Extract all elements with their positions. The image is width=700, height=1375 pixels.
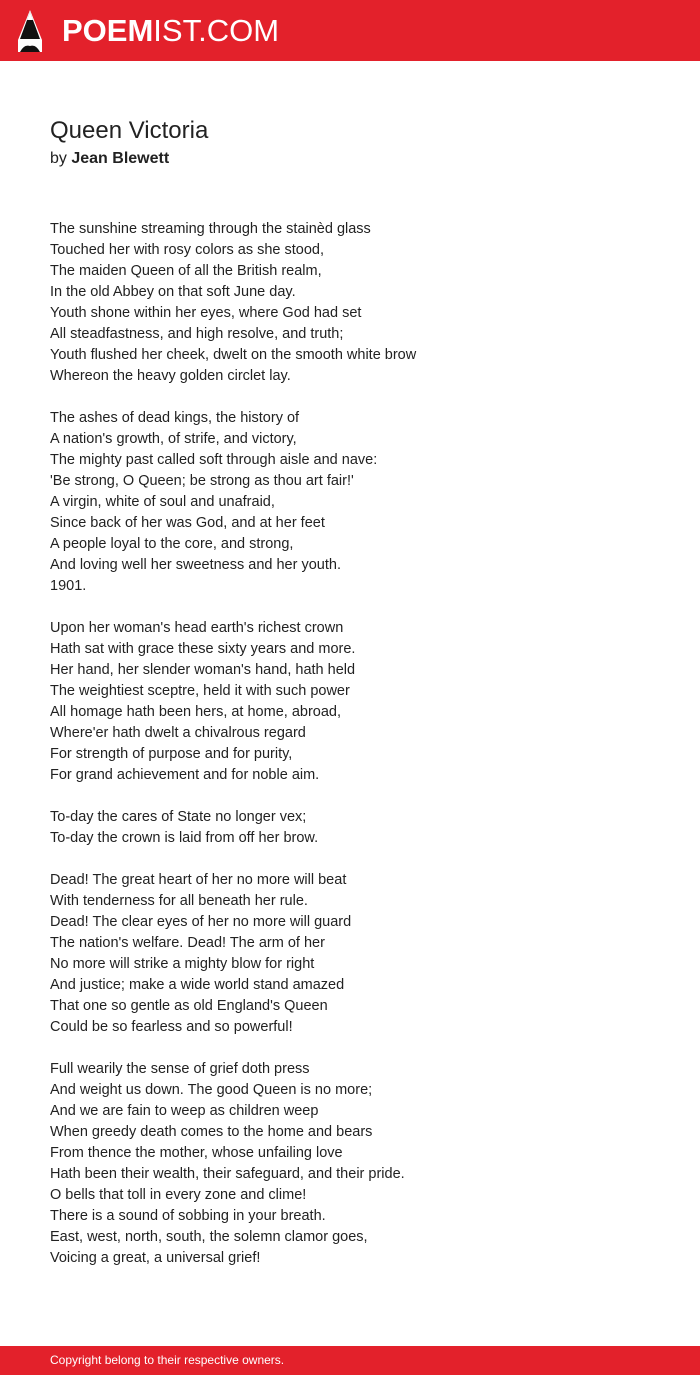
logo-light-text: IST.COM: [153, 13, 280, 48]
poem-line: From thence the mother, whose unfailing love: [50, 1145, 343, 1161]
poem-line: The sunshine streaming through the stainèd glass: [50, 221, 371, 237]
poem-stanza: [50, 408, 670, 597]
poem-line: In the old Abbey on that soft June day.: [50, 284, 296, 300]
poem-stanza: [50, 870, 670, 1038]
poem-line: For grand achievement and for noble aim.: [50, 767, 320, 783]
poem-line: That one so gentle as old England's Queen: [50, 998, 328, 1014]
poem-line: Hath been their wealth, their safeguard, and their pride.: [50, 1166, 405, 1182]
poem-line: Youth flushed her cheek, dwelt on the smooth white brow: [50, 347, 417, 363]
poem-line: All steadfastness, and high resolve, and truth;: [50, 326, 344, 342]
poem-line: Since back of her was God, and at her feet: [50, 515, 325, 531]
poem-line: No more will strike a mighty blow for right: [50, 956, 315, 972]
site-logo-link[interactable]: [62, 11, 279, 51]
poem-line: East, west, north, south, the solemn clamor goes,: [50, 1229, 368, 1245]
poem-line: Voicing a great, a universal grief!: [50, 1250, 261, 1266]
poem-stanza: [50, 618, 670, 786]
poem-stanza: [50, 1059, 670, 1269]
poem-line: The nation's welfare. Dead! The arm of her: [50, 935, 325, 951]
poem-line: When greedy death comes to the home and bears: [50, 1124, 373, 1140]
poem-body: [50, 219, 670, 1290]
poem-line: A virgin, white of soul and unafraid,: [50, 494, 275, 510]
poem-line: The weightiest sceptre, held it with such power: [50, 683, 350, 699]
poem-line: Could be so fearless and so powerful!: [50, 1019, 293, 1035]
poem-line: Touched her with rosy colors as she stood,: [50, 242, 325, 258]
poem-line: And loving well her sweetness and her youth.: [50, 557, 341, 573]
poem-line: There is a sound of sobbing in your breath.: [50, 1208, 326, 1224]
site-header: [0, 0, 700, 61]
poem-line: All homage hath been hers, at home, abroad,: [50, 704, 341, 720]
poem-line: Full wearily the sense of grief doth press: [50, 1061, 310, 1077]
poem-line: Where'er hath dwelt a chivalrous regard: [50, 725, 306, 741]
byline: [50, 148, 169, 170]
poem-line: A people loyal to the core, and strong,: [50, 536, 294, 552]
site-footer: [0, 1346, 700, 1375]
poem-line: Dead! The clear eyes of her no more will guard: [50, 914, 352, 930]
poem-line: To-day the cares of State no longer vex;: [50, 809, 307, 825]
poem-title: Queen Victoria: [50, 117, 209, 144]
poem-line: With tenderness for all beneath her rule.: [50, 893, 308, 909]
by-label: by: [50, 150, 67, 167]
poem-line: And justice; make a wide world stand amazed: [50, 977, 345, 993]
poem-line: To-day the crown is laid from off her brow.: [50, 830, 319, 846]
poem-line: For strength of purpose and for purity,: [50, 746, 293, 762]
poem-line: 1901.: [50, 578, 87, 594]
poem-stanza: [50, 219, 670, 387]
poem-line: The mighty past called soft through aisle and nave:: [50, 452, 378, 468]
poem-line: Hath sat with grace these sixty years and more.: [50, 641, 356, 657]
poem-stanza: [50, 807, 670, 849]
poem-line: Dead! The great heart of her no more will beat: [50, 872, 347, 888]
poem-line: Upon her woman's head earth's richest crown: [50, 620, 344, 636]
poem-line: O bells that toll in every zone and clime!: [50, 1187, 307, 1203]
poem-line: Her hand, her slender woman's hand, hath held: [50, 662, 356, 678]
logo-bold-text: POEM: [62, 13, 154, 48]
pencil-tip-icon: [18, 10, 42, 52]
poem-line: The ashes of dead kings, the history of: [50, 410, 300, 426]
poem-line: Youth shone within her eyes, where God had set: [50, 305, 362, 321]
poem-line: The maiden Queen of all the British realm,: [50, 263, 322, 279]
poem-line: And we are fain to weep as children weep: [50, 1103, 319, 1119]
poem-line: A nation's growth, of strife, and victory,: [50, 431, 297, 447]
author-link[interactable]: Jean Blewett: [71, 150, 170, 167]
poem-line: And weight us down. The good Queen is no more;: [50, 1082, 373, 1098]
poem-line: Whereon the heavy golden circlet lay.: [50, 368, 291, 384]
poem-line: 'Be strong, O Queen; be strong as thou art fair!': [50, 473, 354, 489]
copyright-text: Copyright belong to their respective owners.: [50, 1353, 285, 1367]
